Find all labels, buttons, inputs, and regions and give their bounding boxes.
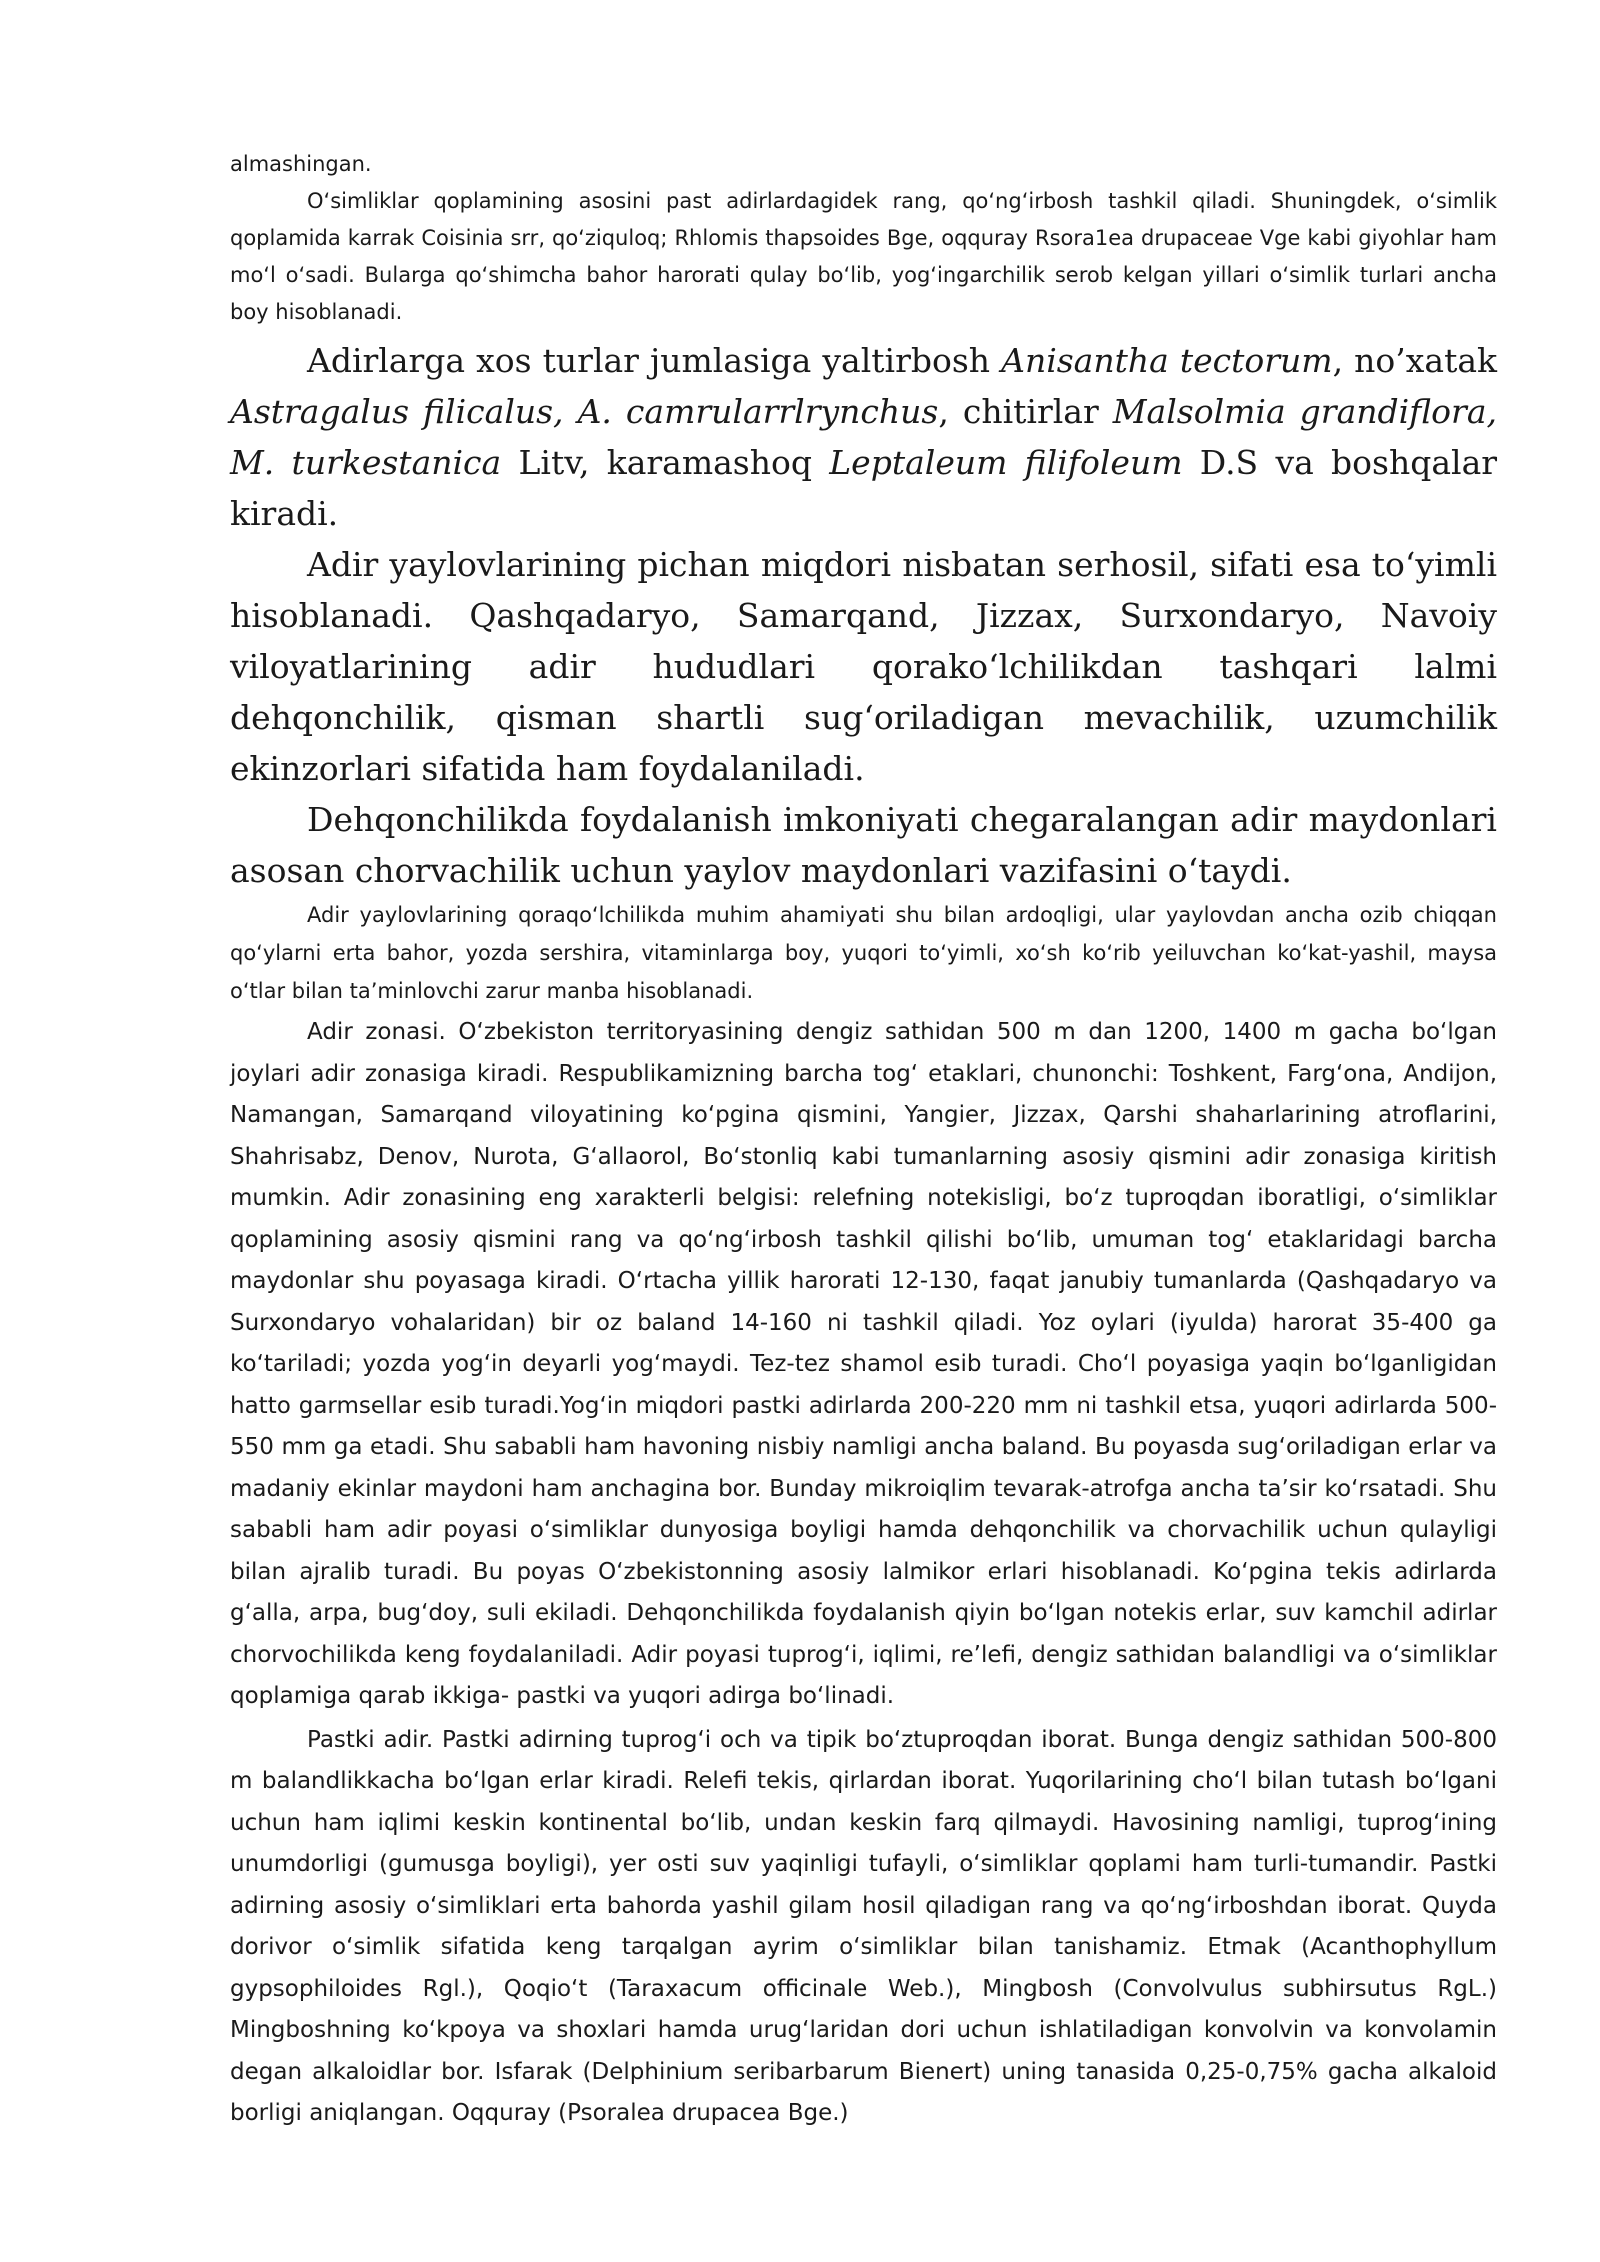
paragraph-7: Adir zonasi. O‘zbekiston territoryasining dengiz sathidan 500 m dan 1200, 1400 m gacha bo‘lgan joylari adir zonasiga kiradi. Respublikamizning barcha tog‘ etaklari, chunonchi: Toshkent, Farg‘ona, Andijon, Namangan, Samarqand viloyatining ko‘pgina qismini, Yangier, Jizzax, Qarshi shaharlarining atroflarini, Shahrisabz, Denov, Nurota, G‘allaorol, Bo‘stonliq kabi tumanlarning asosiy qismini adir zonasiga kiritish mumkin. Adir zonasining eng xarakterli belgisi: relefning notekisligi, bo‘z tuproqdan iboratligi, o‘simliklar qoplamining asosiy qismini rang va qo‘ng‘irbosh tashkil qilishi bo‘lib, umuman tog‘ etaklaridagi barcha maydonlar shu poyasaga kiradi. O‘rtacha yillik harorati 12-130, faqat janubiy tumanlarda (Qashqadaryo va Surxondaryo vohalaridan) bir oz baland 14-160 ni tashkil qiladi. Yoz oylari (iyulda) harorat 35-400 ga ko‘tariladi; yozda yog‘in deyarli yog‘maydi. Tez-tez shamol esib turadi. Cho‘l poyasiga yaqin bo‘lganligidan hatto garmsellar esib turadi.Yog‘in miqdori pastki adirlarda 200-220 mm ni tashkil etsa, yuqori adirlarda 500-550 mm ga etadi. Shu sababli ham havoning nisbiy namligi ancha baland. Bu poyasda sug‘oriladigan erlar va madaniy ekinlar maydoni ham anchagina bor. Bunday mikroiqlim tevarak-atrofga ancha ta’sir ko‘rsatadi. Shu sababli ham adir poyasi o‘simliklar dunyosiga boyligi hamda dehqonchilik va chorvachilik uchun qulayligi bilan ajralib turadi. Bu poyas O‘zbekistonning asosiy lalmikor erlari hisoblanadi. Ko‘pgina tekis adirlarda g‘alla, arpa, bug‘doy, suli ekiladi. Dehqonchilikda foydalanish qiyin bo‘lgan notekis erlar, suv kamchil adirlar chorvochilikda keng foydalaniladi. Adir poyasi tuprog‘i, iqlimi, re’lefi, dengiz sathidan balandligi va o‘simliklar qoplamiga qarab ikkiga- pastki va yuqori adirga bo‘linadi.	[230, 1019, 1497, 1709]
species-name-malsolmia: Malsolmia grandiflora, M. turkestanica	[230, 392, 1497, 482]
paragraph-5: Dehqonchilikda foydalanish imkoniyati chegaralangan adir maydonlari asosan chorvachilik uchun yaylov maydonlari vazifasini o‘taydi.	[230, 800, 1497, 890]
species-name-astragalus: Astragalus filicalus, A. camrularrlrynchus	[230, 392, 939, 431]
paragraph-3-text-1: Adirlarga xos turlar jumlasiga yaltirbosh	[307, 341, 1002, 380]
paragraph-8: Pastki adir. Pastki adirning tuprog‘i och va tipik bo‘ztuproqdan iborat. Bunga dengiz sathidan 500-800 m balandlikkacha bo‘lgan erlar kiradi. Relefi tekis, qirlardan iborat. Yuqorilarining cho‘l bilan tutash bo‘lgani uchun ham iqlimi keskin kontinental bo‘lib, undan keskin farq qilmaydi. Havosining namligi, tuprog‘ining unumdorligi (gumusga boyligi), yer osti suv yaqinligi tufayli, o‘simliklar qoplami ham turli-tumandir. Pastki adirning asosiy o‘simliklari erta bahorda yashil gilam hosil qiladigan rang va qo‘ng‘irboshdan iborat. Quyda dorivor o‘simlik sifatida keng tarqalgan ayrim o‘simliklar bilan tanishamiz. Etmak (Acanthophyllum gypsophiloides Rgl.), Qoqio‘t (Taraxacum officinale Web.), Mingbosh (Convolvulus subhirsutus RgL.) Mingboshning ko‘kpoya va shoxlari hamda urug‘laridan dori uchun ishlatiladigan konvolvin va konvolamin degan alkaloidlar bor. Isfarak (Delphinium seribarbarum Bienert) uning tanasida 0,25-0,75% gacha alkaloid borligi aniqlangan. Oqquray (Psoralea drupacea Bge.)	[230, 1726, 1497, 2126]
paragraph-3-text-2: , no’xatak	[1332, 341, 1498, 380]
species-name-leptaleum: Leptaleum filifoleum	[829, 443, 1183, 482]
paragraph-4: Adir yaylovlarining pichan miqdori nisbatan serhosil, sifati esa to‘yimli hisoblanadi. Qashqadaryo, Samarqand, Jizzax, Surxondaryo, Navoiy viloyatlarining adir hududlari qorako‘lchilikdan tashqari lalmi dehqonchilik, qisman shartli sug‘oriladigan mevachilik, uzumchilik ekinzorlari sifatida ham foydalaniladi.	[230, 545, 1497, 788]
paragraph-3-text-4: Litv, karamashoq	[501, 443, 830, 482]
paragraph-3-text-5: D.S va boshqalar kiradi.	[230, 443, 1498, 533]
document-body	[230, 146, 1497, 2135]
paragraph-6: Adir yaylovlarining qoraqo‘lchilikda muhim ahamiyati shu bilan ardoqligi, ular yaylovdan ancha ozib chiqqan qo‘ylarni erta bahor, yozda sershira, vitaminlarga boy, yuqori to‘yimli, xo‘sh ko‘rib yeiluvchan ko‘kat-yashil, maysa o‘tlar bilan ta’minlovchi zarur manba hisoblanadi.	[230, 903, 1497, 1003]
paragraph-1: almashingan.	[230, 152, 372, 176]
paragraph-3	[230, 335, 1497, 539]
paragraph-2: O‘simliklar qoplamining asosini past adirlardagidek rang, qo‘ng‘irbosh tashkil qiladi. Shuningdek, o‘simlik qoplamida karrak Coisinia srr, qo‘ziquloq; Rhlomis thapsoides Bge, oqquray Rsora1ea drupaceae Vge kabi giyohlar ham mo‘l o‘sadi. Bularga qo‘shimcha bahor harorati qulay bo‘lib, yog‘ingarchilik serob kelgan yillari o‘simlik turlari ancha boy hisoblanadi.	[230, 189, 1497, 324]
species-name-anisantha: Anisantha tectorum	[1001, 341, 1333, 380]
paragraph-3-text-3: , chitirlar	[938, 392, 1113, 431]
